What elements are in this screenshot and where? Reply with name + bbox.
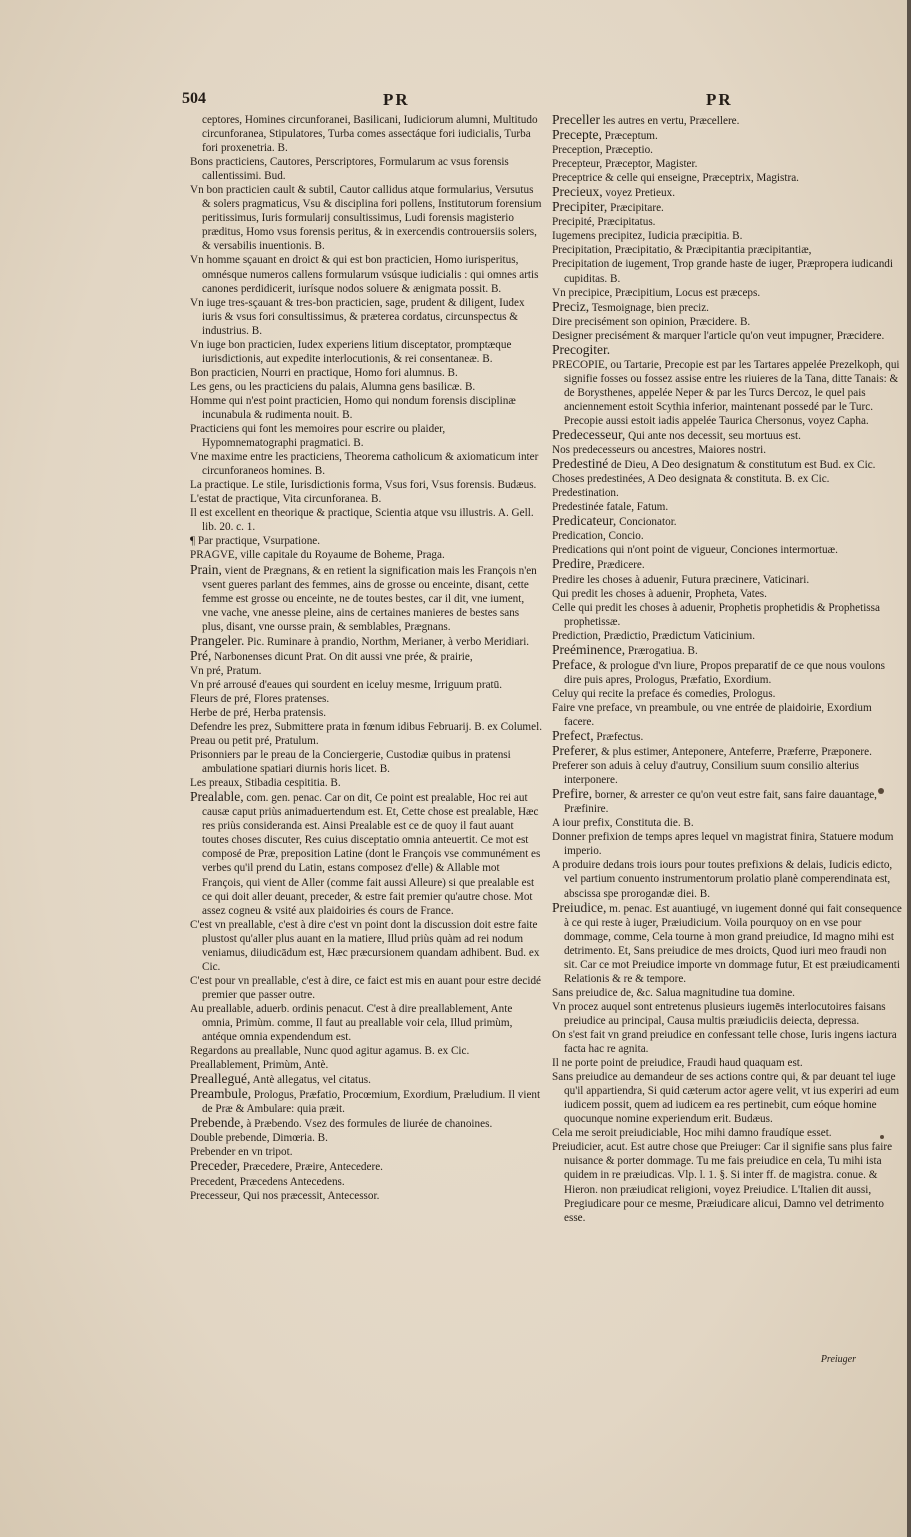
dictionary-entry: Regardons au preallable, Nunc quod agitur agamus. B. ex Cic. (190, 1045, 470, 1058)
entry-body: vient de Prægnans, & en retient la signification mais les François n'en vsent gueres parlant des femmes, ains de grosse ou enceinte, disant, cette femme est grosse ou enceinte, ne de toutes bestes, car il dit, vne iument, vne vache, vne anesse pleine, ains de certaines manieres de bestes sans plus, disant, vne oursse prain, & semblables, Prægnans. (202, 564, 537, 633)
dictionary-entry: Predire les choses à aduenir, Futura præcinere, Vaticinari. (552, 573, 810, 586)
dictionary-entry: Practiciens qui font les memoires pour escrire ou plaider, Hypomnematographi pragmatici. B. (190, 423, 446, 450)
right-column (552, 113, 902, 1225)
dictionary-entry: Donner prefixion de temps apres lequel vn magistrat finira, Statuere modum imperio. (552, 831, 894, 858)
entry-headword: Preiudice, (552, 899, 607, 915)
dictionary-entry: Qui predit les choses à aduenir, Propheta, Vates. (552, 587, 767, 600)
dictionary-entry: Homme qui n'est point practicien, Homo qui nondum forensis disciplinæ incunabula & rudimenta nouit. B. (190, 394, 516, 421)
dictionary-entry (190, 634, 542, 649)
entry-body: Pic. Ruminare à prandio, Northm, Merianer, à verbo Meridiari. (244, 635, 530, 648)
entry-headword: Preambule, (190, 1086, 252, 1102)
dictionary-entry: Vn bon practicien cault & subtil, Cautor callidus atque formularius, Versutus & solers pragmaticus, Vsu & disciplina fori pollens, Institutorum forensium peritissimus, Iuris formularij consultissimus, Ludi forensis magisterio præditus, Homo vsus forensis peritus, & in exercendis controuersiis solers, & versabilis inuentionis. B. (190, 184, 542, 253)
dictionary-entry (552, 901, 902, 986)
dictionary-entry: Nos predecesseurs ou ancestres, Maiores nostri. (552, 444, 767, 457)
entry-body: Præfectus. (593, 731, 644, 744)
entry-body: Prologus, Præfatio, Procœmium, Exordium, Præludium. Il vient de Præ & Ambulare: quia præit. (202, 1089, 541, 1116)
page-edge-shadow (907, 0, 911, 1537)
dictionary-entry: Fleurs de pré, Flores pratenses. (190, 692, 330, 705)
entry-body: Præcipitare. (607, 202, 664, 215)
dictionary-entry: Il ne porte point de preiudice, Fraudi haud quaquam est. (552, 1057, 803, 1070)
entry-body: borner, & arrester ce qu'on veut estre fait, sans faire dauantage, Præfinire. (564, 789, 877, 816)
dictionary-entry: Vn pré, Pratum. (190, 664, 262, 677)
entry-headword: Preallegué, (190, 1071, 251, 1087)
dictionary-entry: Vn precipice, Præcipitium, Locus est præceps. (552, 286, 761, 299)
dictionary-entry (552, 658, 902, 687)
entry-body: Prædicere. (594, 559, 645, 572)
entry-headword: Preferer, (552, 743, 599, 759)
dictionary-entry (190, 563, 542, 634)
catchword: Preiuger (820, 1354, 856, 1365)
entry-body: & plus estimer, Anteponere, Anteferre, Præferre, Præponere. (598, 746, 872, 759)
dictionary-entry: Bon practicien, Nourri en practique, Homo fori alumnus. B. (190, 366, 458, 379)
dictionary-entry (552, 744, 902, 759)
dictionary-entry: ceptores, Homines circunforanei, Basilicani, Iudiciorum alumni, Multitudo circunforanea, Stipulatores, Turba comes assectáque fori iudicialis, Turba fori proxenetria. B. (202, 114, 538, 155)
dictionary-entry: Preiudicier, acut. Est autre chose que Preiuger: Car il signifie sans plus faire nuisance & porter dommage. Tu me fais preiudice en cela, Tu mihi ista quidem in re præiudicas. Vlp. l. 1. §. Si inter ff. de magistra. conue. & Hieron. non præiudicat religioni, voyez Preiudice. L'Italien dit aussi, Pregiudicare pour ce mesme, Præiudicare alicui, Damno vel detrimento esse. (552, 1141, 893, 1224)
dictionary-entry: C'est vn preallable, c'est à dire c'est vn point dont la discussion doit estre faite plustost qu'aller plus auant en la matiere, Illud priùs quàm ad rei nodum veniamus, diiudicādum est, Hæc præcursionem quandam adhibent. Bud. ex Cic. (190, 918, 540, 973)
dictionary-entry: C'est pour vn preallable, c'est à dire, ce faict est mis en auant pour estre decidé premier que passer outre. (190, 974, 542, 1001)
entry-body: Præcedere, Præire, Antecedere. (240, 1161, 383, 1174)
entry-headword: Prealable, (190, 789, 244, 805)
entry-body: Concionator. (616, 516, 677, 529)
dictionary-entry: Vn homme sçauant en droict & qui est bon practicien, Homo iurisperitus, omnésque numeros callens formularum vsúsque iudicialis : qui omnes artis canones perdidicerit, iurísque nodos soluere & ænigmata possit. B. (190, 254, 539, 295)
dictionary-entry: Choses predestinées, A Deo designata & constituta. B. ex Cic. (552, 473, 830, 486)
entry-headword: Preface, (552, 656, 596, 672)
dictionary-entry: Les gens, ou les practiciens du palais, Alumna gens basilicæ. B. (190, 380, 476, 393)
dictionary-entry (552, 343, 902, 358)
entry-body: à Præbendo. Vsez des formules de liurée de chanoines. (243, 1118, 493, 1131)
entry-body: Prærogatiua. B. (625, 644, 698, 657)
ink-spot (880, 1135, 884, 1139)
dictionary-entry: Sans preiudice de, &c. Salua magnitudine tua domine. (552, 986, 795, 999)
entry-headword: Pré, (190, 647, 212, 663)
running-header (0, 90, 911, 114)
dictionary-entry (190, 1116, 542, 1131)
ink-spot (878, 788, 884, 794)
dictionary-entry (190, 790, 542, 917)
dictionary-entry: Preau ou petit pré, Pratulum. (190, 735, 319, 748)
dictionary-entry (552, 557, 902, 572)
dictionary-entry: Predestinée fatale, Fatum. (552, 501, 669, 514)
entry-body: Præceptum. (601, 130, 658, 143)
dictionary-entry: Bons practiciens, Cautores, Perscriptores, Formularum ac vsus forensis callentissimi. Bud. (190, 156, 509, 183)
dictionary-entry (552, 787, 902, 816)
entry-headword: Predestiné (552, 456, 609, 472)
dictionary-entry: Vne maxime entre les practiciens, Theorema catholicum & axiomaticum inter circunforaneos homines. B. (190, 451, 539, 478)
left-running-head: PR (383, 90, 410, 109)
dictionary-entry (552, 128, 902, 143)
dictionary-entry: Preferer son aduis à celuy d'autruy, Consilium suum consilio alterius interponere. (552, 760, 860, 787)
dictionary-entry: Preception, Præceptio. (552, 144, 653, 157)
entry-headword: Preceder, (190, 1158, 241, 1174)
dictionary-entry: Herbe de pré, Herba pratensis. (190, 706, 327, 719)
dictionary-entry (552, 300, 902, 315)
entry-headword: Predire, (552, 556, 595, 572)
dictionary-entry: Double prebende, Dimœria. B. (190, 1132, 328, 1145)
dictionary-entry: Preallablement, Primùm, Antè. (190, 1059, 329, 1072)
left-column (190, 113, 542, 1203)
dictionary-entry (552, 185, 902, 200)
entry-headword: Predicateur, (552, 513, 617, 529)
dictionary-entry: Dire precisément son opinion, Præcidere. B. (552, 315, 751, 328)
dictionary-entry: Prediction, Prædictio, Prædictum Vaticinium. (552, 629, 756, 642)
dictionary-entry: Iugemens precipitez, Iudicia præcipitia. B. (552, 230, 743, 243)
dictionary-entry (552, 643, 902, 658)
dictionary-entry: Celle qui predit les choses à aduenir, Prophetis prophetidis & Prophetissa prophetissæ. (552, 601, 880, 628)
dictionary-entry: Precesseur, Qui nos præcessit, Antecessor. (190, 1189, 380, 1202)
dictionary-entry: PRAGVE, ville capitale du Royaume de Boheme, Praga. (190, 549, 445, 562)
entry-body: voyez Pretieux. (602, 187, 675, 200)
dictionary-entry: Vn procez auquel sont entretenus plusieurs iugemēs interlocutoires faisans preiudice au principal, Causa multis præiudiciis deiecta, depressa. (552, 1000, 886, 1027)
dictionary-entry: Vn pré arrousé d'eaues qui sourdent en iceluy mesme, Irriguum pratū. (190, 678, 503, 691)
dictionary-entry: Cela me seroit preiudiciable, Hoc mihi damno fraudíque esset. (552, 1127, 832, 1140)
right-running-head: PR (706, 90, 733, 109)
dictionary-entry: Vn iuge bon practicien, Iudex experiens litium disceptator, promptæque iurisdictionis, aut expedite interlocutionis, & rei consentaneæ. B. (190, 338, 512, 365)
entry-body: m. penac. Est auantiugé, vn iugement donné qui fait consequence à ce qui reste à iuger, Præiudicium. Voila pourquoy on en vse pour dommage, comme, Cela tourne à mon grand preiudice, Id magno mihi est detrimento. Et, Sans preiudice de mes droicts, Quod iuri meo fraudi non sit. Car ce mot Preiudice importe vn dommage futur, Et est præiudicamenti Relationis & re & tempore. (564, 902, 902, 985)
entry-headword: Predecesseur, (552, 427, 626, 443)
dictionary-entry: Faire vne preface, vn preambule, ou vne entrée de plaidoirie, Exordium facere. (552, 701, 872, 728)
entry-headword: Preéminence, (552, 641, 626, 657)
entry-headword: Prangeler. (190, 632, 245, 648)
dictionary-entry: Prebender en vn tripot. (190, 1146, 293, 1159)
entry-headword: Precieux, (552, 184, 603, 200)
entry-headword: Precipiter, (552, 199, 608, 215)
dictionary-entry: Vn iuge tres-sçauant & tres-bon practicien, sage, prudent & diligent, Iudex iuris & vsus fori consultissimus, & præterea cordatus, circunspectus & industrius. B. (190, 296, 525, 337)
dictionary-entry: Il est excellent en theorique & practique, Scientia atque vsu illustris. A. Gell. lib. 20. c. 1. (190, 507, 534, 534)
page-number: 504 (182, 90, 206, 107)
dictionary-entry: L'estat de practique, Vita circunforanea. B. (190, 493, 382, 506)
entry-body: les autres en vertu, Præcellere. (599, 115, 740, 127)
dictionary-entry: Predications qui n'ont point de vigueur, Conciones intermortuæ. (552, 544, 838, 557)
entry-headword: Preciz, (552, 298, 590, 314)
dictionary-entry (552, 514, 902, 529)
entry-headword: Prefire, (552, 786, 593, 802)
dictionary-entry: Les preaux, Stibadia cespititia. B. (190, 777, 341, 790)
entry-headword: Precepte, (552, 127, 602, 143)
dictionary-entry: Precipitation, Præcipitatio, & Præcipitantia præcipitantiæ, (552, 244, 812, 257)
dictionary-entry: La practique. Le stile, Iurisdictionis forma, Vsus fori, Vsus forensis. Budæus. (190, 479, 537, 492)
dictionary-entry: Designer precisément & marquer l'article qu'on veut impugner, Præcidere. (552, 329, 885, 342)
dictionary-entry: Sans preiudice au demandeur de ses actions contre qui, & par deuant tel iuge qu'il appartiendra, Si quid cæterum actor agere velit, vt ius experiri ad eum iudicem possit, quem ad iudicem ea res pertinebit, cum eóque homine quocunque nomine experiendum erit. Budæus. (552, 1071, 900, 1126)
entry-headword: Prefect, (552, 728, 594, 744)
dictionary-entry: Defendre les prez, Submittere prata in fœnum idibus Februarij. B. ex Columel. (190, 721, 543, 734)
entry-body: Narbonenses dicunt Prat. On dit aussi vne prée, & prairie, (211, 650, 473, 663)
dictionary-entry: Celuy qui recite la preface és comedies, Prologus. (552, 687, 776, 700)
entry-headword: Precogiter. (552, 341, 611, 357)
dictionary-entry: Predication, Concio. (552, 530, 644, 543)
dictionary-entry: ¶ Par practique, Vsurpatione. (190, 535, 321, 548)
dictionary-entry (190, 1087, 542, 1116)
entry-body: Qui ante nos decessit, seu mortuus est. (625, 430, 801, 443)
dictionary-entry: On s'est fait vn grand preiudice en confessant telle chose, Iuris ingens iactura facta hac re agnita. (552, 1029, 897, 1056)
entry-body: Antè allegatus, vel citatus. (250, 1074, 371, 1087)
dictionary-entry: Precipité, Præcipitatus. (552, 216, 656, 229)
dictionary-entry: A produire dedans trois iours pour toutes prefixions & delais, Iudicis edicto, vel partium conuento instrumentorum prolatio planè comperendinata est, abscissa spe prorogandæ diei. B. (552, 859, 893, 900)
dictionary-entry: Au preallable, aduerb. ordinis penacut. C'est à dire preallablement, Ante omnia, Primùm. comme, Il faut au preallable voir cela, Illud primùm, antéque omnia expendendum est. (190, 1002, 513, 1044)
dictionary-entry: A iour prefix, Constituta die. B. (552, 817, 694, 830)
dictionary-entry: Prisonniers par le preau de la Conciergerie, Custodiæ quibus in pratensi ambulatione spatiari diurnis horis licet. B. (190, 749, 511, 776)
entry-headword: Preceller (552, 112, 600, 127)
dictionary-entry (552, 428, 902, 443)
dictionary-entry (552, 457, 902, 472)
entry-body: & prologue d'vn liure, Propos preparatif de ce que nous voulons dire puis apres, Prologus, Præfatio, Exordium. (564, 659, 885, 686)
entry-body: de Dieu, A Deo designatum & constitutum est Bud. ex Cic. (608, 459, 876, 472)
entry-body: com. gen. penac. Car on dit, Ce point est prealable, Hoc rei aut causæ caput priùs animaduertendum est. Et, Cette chose est prealable, Hæc res priùs consideranda est. Ainsi Prealable est ce de quoy il faut auant toutes choses discuter, Res cuius disceptatio omnia anteuertit. Ce mot est composé de Præ, preposition Latine (dont le François vse communément es verbes qu'il prend du Latin, estans composez d'elle) & Allable mot François, qui vient de Aller (comme fait aussi Alleure) si que prealable est ce qui doit aller deuant, preceder, & estre fait premier qu'autre chose. Mot assez cogneu & vsité aux plaidoiries és cours de France. (202, 792, 541, 917)
dictionary-entry (190, 1159, 542, 1174)
dictionary-entry (190, 1072, 542, 1087)
dictionary-entry: Preceptrice & celle qui enseigne, Præceptrix, Magistra. (552, 172, 799, 185)
dictionary-entry: Predestination. (552, 487, 619, 500)
entry-headword: Prain, (190, 561, 222, 577)
dictionary-entry: Precedent, Præcedens Antecedens. (190, 1175, 345, 1188)
entry-headword: Prebende, (190, 1115, 244, 1131)
dictionary-entry: Precipitation de iugement, Trop grande haste de iuger, Præpropera iudicandi cupiditas. B. (552, 258, 893, 285)
dictionary-entry: PRECOPIE, ou Tartarie, Precopie est par les Tartares appelée Prezelkoph, qui signifie fosses ou fossez assise entre les riuieres de la Tana, ditte Tanais: & de Borysthenes, appelée Neper & par les Turcs Dercoz, le quel pais anciennement estoit Scythia inferior, maintenant possedé par le Turc. Precopie aussi estoit iadis appelée Taurica Chersonus, voyez Capha. (552, 358, 900, 427)
dictionary-entry (552, 113, 902, 128)
dictionary-entry (552, 729, 902, 744)
dictionary-entry: Precepteur, Præceptor, Magister. (552, 158, 698, 171)
entry-body: Tesmoignage, bien preciz. (589, 301, 709, 314)
dictionary-entry (552, 200, 902, 215)
dictionary-entry (190, 649, 542, 664)
